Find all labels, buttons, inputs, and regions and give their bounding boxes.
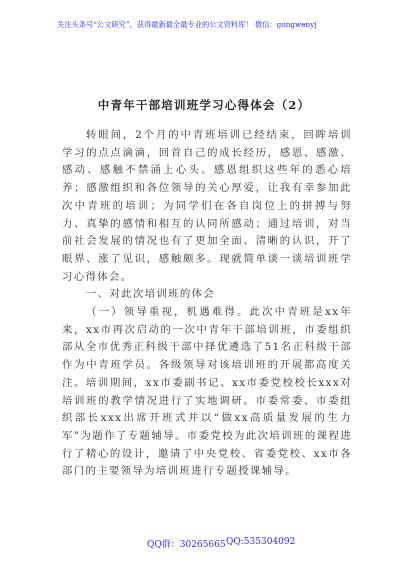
section-heading: 一、对此次培训班的体会 xyxy=(86,288,216,301)
paragraph-leadership: （一）领导重视，机遇难得。此次中青班是xx年来，xx市再次启动的一次中青年干部培训班，市委组织部从全市优秀正科级干部中择优遴选了51名正科级干部作为中青班学员。各级领导对该培训班的开展都高度关注。培训期间，xx市委副书记、xx市委党校校长xxx对培训班的教学情况进行了实地调研。市委常委、市委组织部长xxx出席开班式并以“做xx高质量发展的生力军”为题作了专题辅导。市委党校为此次培训班的课程进行了精心的设计，邀请了中央党校、省委党校、xx市各部门的主要领导为培训班进行专题授课辅导。 xyxy=(62,306,352,478)
header-notice: 关注头条号“公文研究”，获得最新最全最专业的公文资料库！ 微信：gongwenyj xyxy=(57,20,317,29)
footer-qq-group: QQ群：30265665 xyxy=(147,540,226,550)
footer-qq: QQ:535304092 xyxy=(226,537,296,547)
document-title: 中青年干部培训班学习心得体会（2） xyxy=(97,98,311,112)
paragraph-intro: 转眼间，2个月的中青班培训已经结束，回眸培训学习的点点滴滴，回首自己的成长经历，感恩、感激、感动、感触不禁涌上心头。感恩组织这些年的悉心培养；感激组织和各位领导的关心厚爱，让我有幸参加此次中青班的培训；为同学们在各自岗位上的拼搏与努力、真挚的感情和相互的认同所感动；通过培训，对当前社会发展的情况也有了更加全面、清晰的认识，开了眼界、涨了见识，感触颇多。现就简单谈一谈培训班学习心得体会。 xyxy=(62,129,352,283)
footer xyxy=(0,537,408,553)
document-body xyxy=(62,127,352,481)
